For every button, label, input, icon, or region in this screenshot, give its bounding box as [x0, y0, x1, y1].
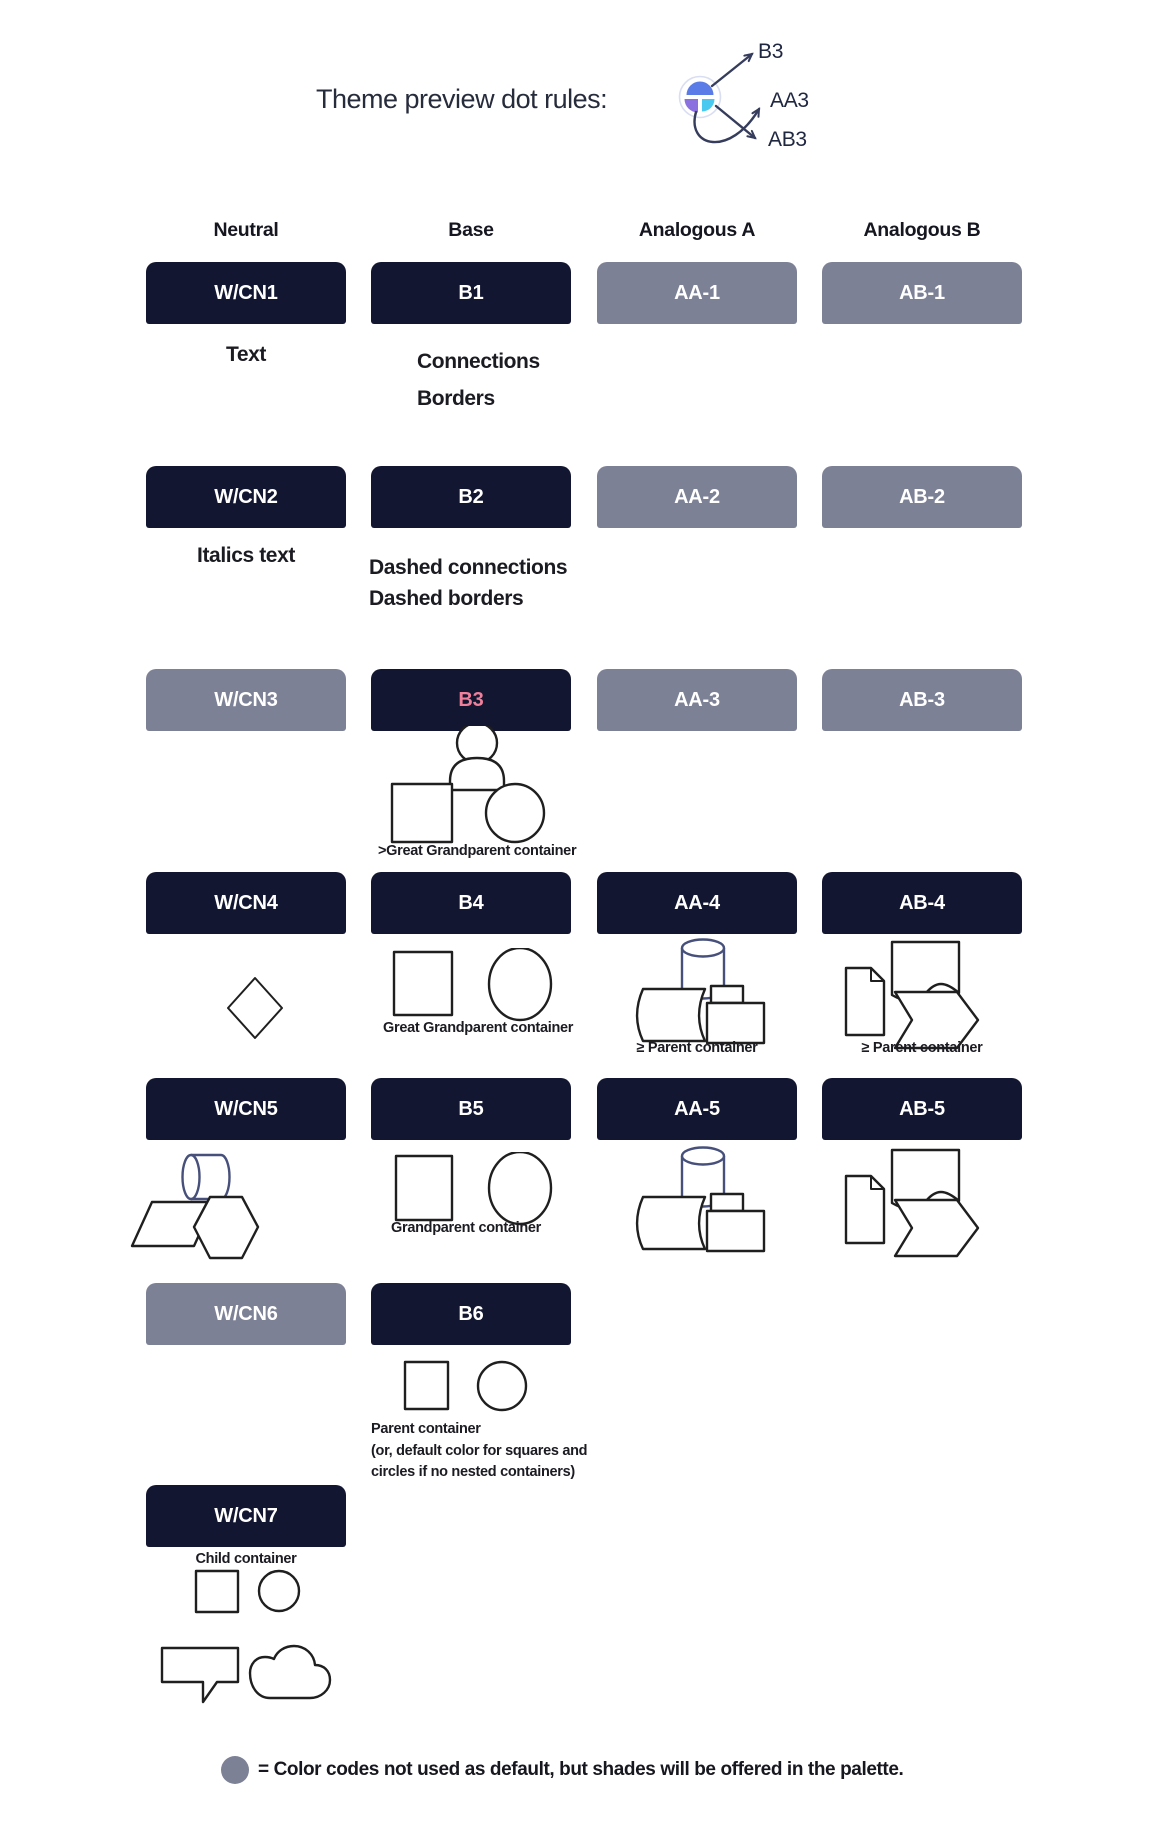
swatch-label: B3 [458, 688, 484, 711]
swatch-ab3 [822, 669, 1022, 731]
swatch-ab5 [822, 1078, 1022, 1140]
caption-text: Text [225, 343, 267, 366]
b6-shape-cluster [403, 1358, 533, 1414]
swatch-label: AB-5 [899, 1097, 945, 1120]
arrow-to-b3 [712, 54, 752, 86]
swatch-b2 [371, 466, 571, 528]
wcn7-shape-cluster [194, 1566, 306, 1614]
column-header-analogous-a: Analogous A [638, 219, 756, 241]
cylinder-shape [183, 1155, 200, 1199]
aa4-shape-cluster [630, 937, 775, 1049]
swatch-wcn5 [146, 1078, 346, 1140]
circle-shape [486, 784, 544, 842]
document-shape [846, 968, 884, 1035]
swatch-b1 [371, 262, 571, 324]
circle-shape [478, 1362, 526, 1410]
tab-card-shape [711, 1194, 743, 1211]
swatch-aa1 [597, 262, 797, 324]
cylinder-shape [682, 1148, 724, 1165]
swatch-label: W/CN5 [214, 1097, 278, 1120]
tab-card-shape [707, 1211, 764, 1251]
legend-gray-dot [221, 1756, 249, 1784]
tab-card-shape [707, 1003, 764, 1043]
swatch-aa4 [597, 872, 797, 934]
swatch-label: AA-5 [674, 1097, 720, 1120]
square-shape [392, 784, 452, 842]
caption-parent-block [371, 1419, 587, 1484]
square-shape [396, 1156, 452, 1220]
caption-line: Parent container [371, 1421, 481, 1437]
caption-line: Borders [417, 387, 495, 410]
swatch-wcn2 [146, 466, 346, 528]
swatch-wcn7 [146, 1485, 346, 1547]
swatch-label: AB-2 [899, 485, 945, 508]
caption-parent-ge-b: ≥ Parent container [861, 1040, 983, 1056]
swatch-label: AA-3 [674, 688, 720, 711]
swatch-b3 [371, 669, 571, 731]
swatch-label: AA-2 [674, 485, 720, 508]
theme-preview-dot-diagram [640, 25, 840, 165]
swatch-label: W/CN6 [214, 1302, 278, 1325]
column-header-neutral: Neutral [213, 219, 279, 241]
document-shape [846, 1176, 884, 1243]
b3-shape-cluster [380, 726, 580, 850]
column-header-analogous-b: Analogous B [863, 219, 981, 241]
ab4-shape-cluster [840, 938, 990, 1052]
legend-text: = Color codes not used as default, but shades will be offered in the palette. [258, 1759, 904, 1780]
person-icon [450, 758, 504, 790]
swatch-label: B2 [458, 485, 484, 508]
caption-great-grandparent: Great Grandparent container [383, 1020, 574, 1036]
curved-card-shape [637, 1197, 705, 1249]
swatch-b4 [371, 872, 571, 934]
swatch-ab2 [822, 466, 1022, 528]
column-header-base: Base [448, 219, 494, 241]
chevron-shape [895, 1200, 978, 1256]
swatch-label: W/CN2 [214, 485, 278, 508]
swatch-label: AB-3 [899, 688, 945, 711]
curved-card-shape [637, 989, 705, 1041]
caption-parent-ge-a: ≥ Parent container [636, 1040, 758, 1056]
square-shape [196, 1571, 238, 1612]
swatch-b6 [371, 1283, 571, 1345]
speech-bubble-shape [162, 1648, 238, 1702]
swatch-ab4 [822, 872, 1022, 934]
swatch-label: B6 [458, 1302, 484, 1325]
caption-child: Child container [195, 1551, 297, 1567]
ab5-shape-cluster [840, 1146, 990, 1260]
caption-line: Connections [417, 350, 540, 373]
b5-shape-cluster [394, 1152, 559, 1228]
circle-shape [489, 1152, 551, 1224]
cylinder-shape [682, 940, 724, 957]
swatch-wcn6 [146, 1283, 346, 1345]
caption-line: (or, default color for squares and [371, 1442, 588, 1459]
swatch-label: AA-4 [674, 891, 720, 914]
cloud-shape [250, 1646, 330, 1698]
dot-label-aa3: AA3 [770, 89, 809, 112]
wcn4-diamond [226, 976, 284, 1040]
square-shape [394, 952, 452, 1015]
caption-dashed [369, 552, 567, 614]
swatch-wcn3 [146, 669, 346, 731]
b4-shape-cluster [392, 948, 557, 1024]
dot-label-b3: B3 [758, 40, 784, 63]
swatch-label: W/CN3 [214, 688, 278, 711]
wcn7-bubble-cloud-cluster [158, 1638, 338, 1708]
swatch-label: B5 [458, 1097, 484, 1120]
caption-line: Dashed borders [369, 587, 524, 610]
swatch-b5 [371, 1078, 571, 1140]
swatch-wcn4 [146, 872, 346, 934]
diamond-shape [228, 978, 282, 1038]
swatch-label: AB-4 [899, 891, 945, 914]
swatch-ab1 [822, 262, 1022, 324]
circle-shape [489, 948, 551, 1020]
caption-connections-borders [417, 343, 540, 417]
caption-italics-text: Italics text [197, 544, 295, 567]
caption-line: circles if no nested containers) [371, 1464, 575, 1480]
aa5-shape-cluster [630, 1145, 775, 1257]
swatch-label: W/CN1 [214, 281, 278, 304]
caption-grandparent: Grandparent container [391, 1220, 542, 1236]
swatch-label: B1 [458, 281, 484, 304]
swatch-label: AA-1 [674, 281, 720, 304]
swatch-aa3 [597, 669, 797, 731]
circle-shape [259, 1571, 299, 1611]
caption-line: Dashed connections [369, 556, 568, 579]
swatch-aa2 [597, 466, 797, 528]
dot-label-ab3: AB3 [768, 128, 807, 151]
caption-great-grandparent-arrow: >Great Grandparent container [378, 843, 577, 859]
swatch-wcn1 [146, 262, 346, 324]
swatch-label: B4 [458, 891, 484, 914]
swatch-aa5 [597, 1078, 797, 1140]
tab-card-shape [711, 986, 743, 1003]
page-title: Theme preview dot rules: [316, 84, 608, 114]
swatch-label: AB-1 [899, 281, 945, 304]
square-shape [405, 1362, 448, 1409]
wcn5-shape-cluster [128, 1150, 263, 1262]
swatch-label: W/CN7 [214, 1504, 278, 1527]
swatch-label: W/CN4 [214, 891, 278, 914]
